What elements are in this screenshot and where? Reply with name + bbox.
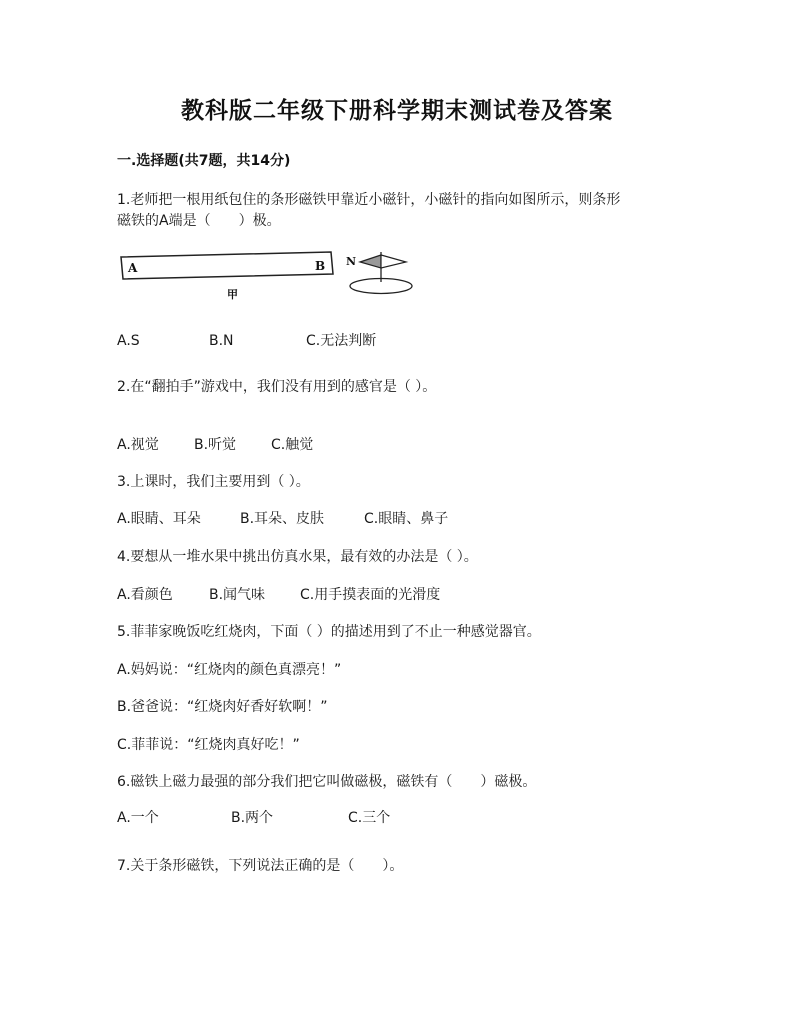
- question-4-option-a: A.看颜色: [117, 587, 173, 603]
- question-4-text: 4.要想从一堆水果中挑出仿真水果，最有效的办法是（ ）。: [117, 549, 478, 565]
- question-1-option-a: A.S: [117, 333, 140, 349]
- question-3-option-a: A.眼睛、耳朵: [117, 511, 201, 527]
- question-5-option-a: A.妈妈说：“红烧肉的颜色真漂亮！”: [117, 662, 342, 678]
- compass-label-n: N: [346, 255, 357, 268]
- compass-needle-icon: [350, 252, 412, 294]
- question-2-option-c: C.触觉: [271, 437, 314, 453]
- question-2-option-b: B.听觉: [194, 437, 237, 453]
- magnet-label-b: B: [315, 259, 326, 273]
- question-7-text: 7.关于条形磁铁，下列说法正确的是（ ）。: [117, 858, 404, 874]
- magnet-caption: 甲: [227, 288, 238, 301]
- question-6-option-c: C.三个: [348, 810, 391, 826]
- question-2-text: 2.在“翻拍手”游戏中，我们没有用到的感官是（ ）。: [117, 379, 437, 395]
- question-1-line-2: 磁铁的A端是（ ）极。: [117, 213, 281, 229]
- question-4-option-b: B.闻气味: [209, 587, 266, 603]
- page-title: 教科版二年级下册科学期末测试卷及答案: [181, 97, 613, 124]
- question-5-option-b: B.爸爸说：“红烧肉好香好软啊！”: [117, 699, 328, 715]
- question-1-option-c: C.无法判断: [306, 333, 377, 349]
- question-3-text: 3.上课时，我们主要用到（ ）。: [117, 474, 310, 490]
- question-3-option-b: B.耳朵、皮肤: [240, 511, 325, 527]
- magnet-figure: [117, 246, 427, 306]
- question-5-option-c: C.菲菲说：“红烧肉真好吃！”: [117, 737, 300, 753]
- question-3-option-c: C.眼睛、鼻子: [364, 511, 449, 527]
- bar-magnet: [121, 252, 333, 279]
- question-1-line-1: 1.老师把一根用纸包住的条形磁铁甲靠近小磁针，小磁针的指向如图所示，则条形: [117, 192, 621, 208]
- question-5-text: 5.菲菲家晚饭吃红烧肉，下面（ ）的描述用到了不止一种感觉器官。: [117, 624, 541, 640]
- question-6-option-b: B.两个: [231, 810, 274, 826]
- magnet-label-a: A: [128, 261, 138, 275]
- question-1-option-b: B.N: [209, 333, 234, 349]
- section-heading: 一.选择题(共7题，共14分): [117, 153, 291, 169]
- question-2-option-a: A.视觉: [117, 437, 159, 453]
- question-6-text: 6.磁铁上磁力最强的部分我们把它叫做磁极，磁铁有（ ）磁极。: [117, 774, 537, 790]
- question-4-option-c: C.用手摸表面的光滑度: [300, 587, 441, 603]
- question-6-option-a: A.一个: [117, 810, 159, 826]
